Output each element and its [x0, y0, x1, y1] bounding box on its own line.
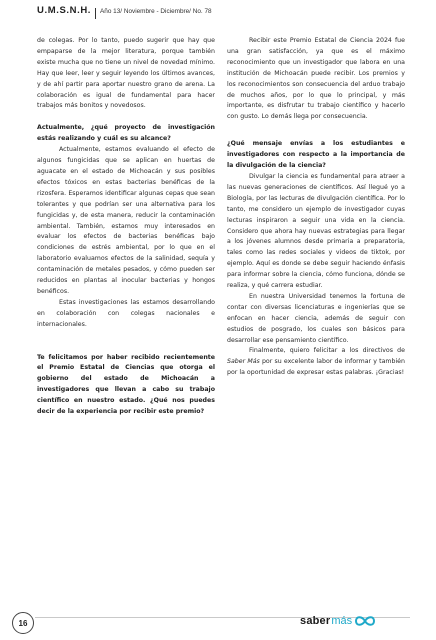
right-column [227, 36, 405, 379]
question-state-prize: Te felicitamos por haber recibido recientemente el Premio Estatal de Ciencias que otorga el gobierno del estado de Michoacán a investigadores que llevan a cabo su trabajo científico en nuestro estado. ¿Qué nos puedes decir de la experiencia por recibir este premio? [37, 353, 215, 416]
logo-mas-text: más [331, 615, 353, 627]
left-paragraph-1: de colegas. Por lo tanto, puedo sugerir que hay que empaparse de la mejor literatura, porque también existe mucha que no tiene un nivel de novedad mínimo. Hay que leer, leer y seguir leyendo los últimos avances, y de ahí partir para aportar nuestro grano de arena. La colaboración es igual de fundamental para hacer trabajos más bonitos y novedosos. [37, 37, 215, 110]
page-number: 16 [12, 612, 34, 634]
right-paragraph-2: Divulgar la ciencia es fundamental para atraer a las nuevas generaciones de científicos. Así llegué yo a Biología, por las lecturas de divulgación científica. Por lo tanto, me considero un ejemplo de investigador cuyas lecturas inspiraron a seguir una vida en la ciencia. Considero que ahora hay nuevas estrategias para llegar a los jóvenes alumnos desde primaria a preparatoria, tales como las redes sociales y videos de tiktok, por ejemplo. Aquí es donde se debe seguir haciendo énfasis para informar sobre la ciencia, cómo funciona, dónde se realiza, y qué carrera estudiar. [227, 172, 405, 290]
header-issue: Año 13/ Noviembre - Diciembre/ No. 78 [100, 8, 212, 15]
left-column [37, 36, 215, 418]
closing-text-a: Finalmente, quiero felicitar a los directivos de [249, 347, 405, 355]
question-science-outreach: ¿Qué mensaje envías a los estudiantes e investigadores con respecto a la importancia de la divulgación de la ciencia? [227, 140, 405, 170]
closing-text-b: por su excelente labor de informar y también por la oportunidad de expresar estas palabras. ¡Gracias! [227, 358, 405, 377]
infinity-icon [354, 614, 376, 628]
page-header [37, 5, 212, 21]
left-paragraph-3: Estas investigaciones las estamos desarrollando en colaboración con colegas nacionales e internacionales. [37, 298, 215, 328]
saber-mas-logo [300, 612, 376, 630]
right-paragraph-3: En nuestra Universidad tenemos la fortuna de contar con diversas licenciaturas e ingenierías que se enfocan en hacer ciencia, además de seguir con estudios de posgrado, los cuales son básicos para desarrollar ese pensamiento científico. [227, 292, 405, 344]
question-current-project: Actualmente, ¿qué proyecto de investigación estás realizando y cuál es su alcance? [37, 124, 215, 143]
left-paragraph-2: Actualmente, estamos evaluando el efecto de algunos fungicidas que se aplican en huertas de aguacate en el estado de Michoacán y sus posibles efectos tóxicos en estas bacterias benéficas de la rizosfera. Esperamos identificar algunas cepas que sean tolerantes y que podrían ser una alternativa para los fungicidas y, de esta manera, reducir la contaminación ambiental. También, estamos muy interesados en evaluar los efectos de bacterias benéficas bajo condiciones de estrés ambiental, por lo que en el laboratorio evaluamos efectos de la salinidad, sequía y contaminación de metales pesados, y cómo pueden ser reducidos en plantas al inocular bacterias y hongos benéficos. [37, 146, 215, 295]
page-footer [0, 612, 436, 640]
right-paragraph-4 [227, 346, 405, 379]
right-paragraph-1: Recibir este Premio Estatal de Ciencia 2024 fue una gran satisfacción, ya que es el máximo reconocimiento que un investigador que labora en una institución de Michoacán puede recibir. Los premios y los reconocimientos son consecuencia del arduo trabajo de muchos años, por lo que lo principal, y más importante, es disfrutar tu trabajo científico y hacerlo con gusto. Lo demás llega por consecuencia. [227, 37, 405, 121]
closing-magazine-name: Saber Más [227, 358, 260, 366]
logo-saber-text: saber [300, 615, 331, 627]
header-separator [95, 8, 96, 19]
header-brand: U.M.S.N.H. [37, 5, 92, 16]
